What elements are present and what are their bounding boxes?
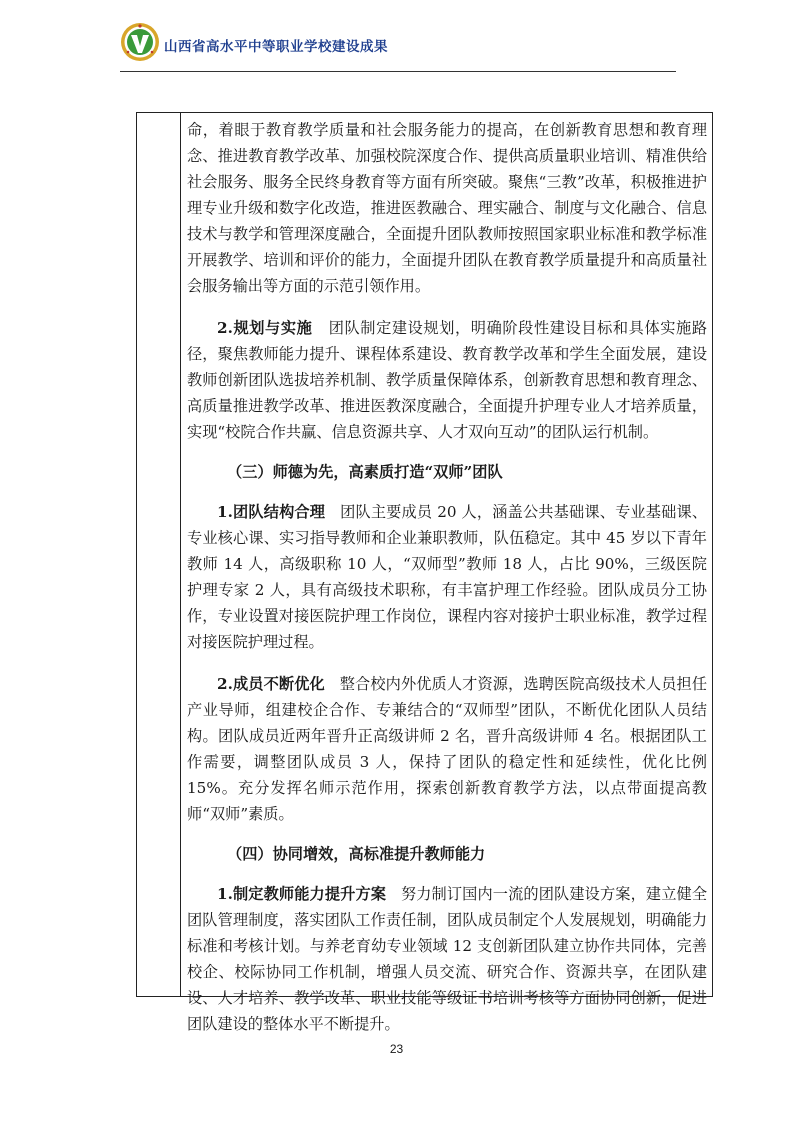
table-content-cell (187, 117, 707, 1037)
header-title: 山西省高水平中等职业学校建设成果 (164, 39, 388, 55)
plan-label: 1.制定教师能力提升方案 (217, 885, 387, 903)
section-heading-4: （四）协同增效，高标准提升教师能力 (227, 845, 486, 863)
structure-label: 1.团队结构合理 (217, 503, 326, 521)
page-number: 23 (389, 1042, 404, 1056)
structure-paragraph (187, 499, 707, 655)
section-heading-3: （三）师德为先，高素质打造“双师”团队 (227, 463, 503, 481)
content-table (136, 112, 713, 1033)
optimize-text: 整合校内外优质人才资源，选聘医院高级技术人员担任产业导师，组建校企合作、专兼结合的“双师型”团队，不断优化团队人员结构。团队成员近两年晋升正高级讲师 2 名，晋升高级讲师 4 名。根据团队工作需要，调整团队成员 3 人，保持了团队的稳定性和延续性，优化比例 15%。充分发挥名师示范作用，探索创新教育教学方法，以点带面提高教师“双师”素质。 (187, 675, 708, 823)
planning-paragraph (187, 315, 707, 445)
header-divider (120, 71, 676, 72)
plan-text: 努力制订国内一流的团队建设方案，建立健全团队管理制度，落实团队工作责任制，团队成员制定个人发展规划，明确能力标准和考核计划。与养老育幼专业领域 12 支创新团队建立协作共同体，完善校企、校际协同工作机制，增强人员交流、研究合作、资源共享，在团队建设、人才培养、教学改革、职业技能等级证书培训考核等方面协同创新，促进团队建设的整体水平不断提升。 (187, 885, 708, 1033)
school-logo-icon (120, 22, 160, 62)
plan-paragraph (187, 881, 707, 1037)
planning-text: 团队制定建设规划，明确阶段性建设目标和具体实施路径，聚焦教师能力提升、课程体系建设、教育教学改革和学生全面发展，建设教师创新团队选拔培养机制、教学质量保障体系，创新教育思想和教育理念、高质量推进教学改革、推进医教深度融合，全面提升护理专业人才培养质量，实现“校院合作共赢、信息资源共享、人才双向互动”的团队运行机制。 (187, 319, 708, 441)
structure-text: 团队主要成员 20 人，涵盖公共基础课、专业基础课、专业核心课、实习指导教师和企业兼职教师，队伍稳定。其中 45 岁以下青年教师 14 人，高级职称 10 人，“双师型”教师 18 人，占比 90%，三级医院护理专家 2 人，具有高级技术职称，有丰富护理工作经验。团队成员分工协作，专业设置对接医院护理工作岗位，课程内容对接护士职业标准，教学过程对接医院护理过程。 (187, 503, 708, 651)
table-left-column (137, 113, 181, 996)
optimize-label: 2.成员不断优化 (217, 675, 325, 693)
continuation-paragraph: 命，着眼于教育教学质量和社会服务能力的提高，在创新教育思想和教育理念、推进教育教学改革、加强校院深度合作、提供高质量职业培训、精准供给社会服务、服务全民终身教育等方面有所突破。聚焦“三教”改革，积极推进护理专业升级和数字化改造，推进医教融合、理实融合、制度与文化融合、信息技术与教学和管理深度融合，全面提升团队教师按照国家职业标准和教学标准开展教学、培训和评价的能力，全面提升团队在教育教学质量提升和高质量社会服务输出等方面的示范引领作用。 (187, 121, 707, 295)
planning-label: 2.规划与实施 (217, 319, 313, 337)
optimize-paragraph (187, 671, 707, 827)
page-header (120, 22, 676, 72)
